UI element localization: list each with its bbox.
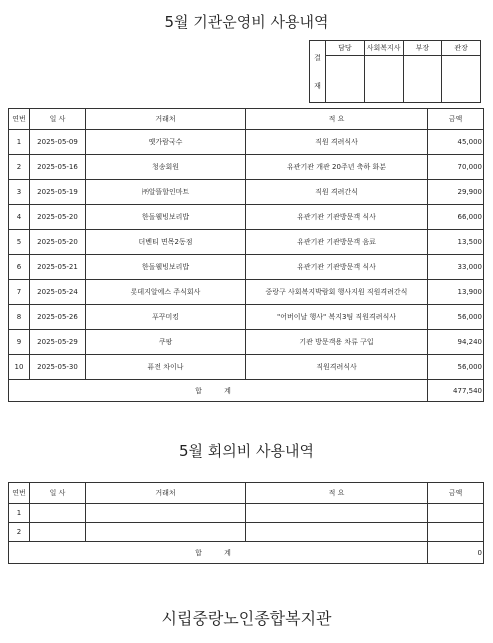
cell-vendor: 퓨전 차이나 — [86, 355, 246, 380]
cell-amount: 45,000 — [428, 130, 484, 155]
cell-date: 2025-05-09 — [30, 130, 86, 155]
table-row — [9, 523, 484, 542]
cell-vendor: 옛가람국수 — [86, 130, 246, 155]
approval-side-label-1: 결 — [314, 53, 321, 62]
approval-col-director: 관장 — [442, 41, 481, 56]
approval-sign-box[interactable] — [403, 56, 442, 103]
cell-date: 2025-05-29 — [30, 330, 86, 355]
cell-amount: 56,000 — [428, 355, 484, 380]
cell-amount: 29,900 — [428, 180, 484, 205]
col-header-no: 연번 — [9, 109, 30, 130]
approval-sign-box[interactable] — [364, 56, 403, 103]
cell-description — [246, 504, 428, 523]
col-header-description: 적 요 — [246, 109, 428, 130]
cell-amount: 13,900 — [428, 280, 484, 305]
approval-col-staff: 담당 — [326, 41, 365, 56]
page-title-operating-expenses: 5월 기관운영비 사용내역 — [164, 13, 329, 31]
operating-expenses-body — [9, 130, 484, 380]
cell-vendor: 쿠팡 — [86, 330, 246, 355]
cell-description: 유관기관 기관방문객 식사 — [246, 205, 428, 230]
table-row — [9, 255, 484, 280]
approval-side-label — [310, 41, 326, 103]
cell-description: 유관기관 개관 20주년 축하 화분 — [246, 155, 428, 180]
cell-description: 기관 방문객용 차류 구입 — [246, 330, 428, 355]
table-row — [9, 130, 484, 155]
table-row — [9, 504, 484, 523]
cell-date: 2025-05-20 — [30, 230, 86, 255]
cell-no: 1 — [9, 130, 30, 155]
table-row — [9, 280, 484, 305]
table-header-row — [9, 483, 484, 504]
total-label: 합 계 — [9, 380, 428, 402]
cell-no: 1 — [9, 504, 30, 523]
cell-amount: 70,000 — [428, 155, 484, 180]
cell-no: 6 — [9, 255, 30, 280]
approval-side-label-2: 재 — [314, 81, 321, 90]
cell-amount: 94,240 — [428, 330, 484, 355]
cell-amount — [428, 523, 484, 542]
meeting-expenses-table — [8, 482, 484, 564]
cell-no: 9 — [9, 330, 30, 355]
table-row — [9, 230, 484, 255]
cell-date: 2025-05-21 — [30, 255, 86, 280]
cell-date — [30, 504, 86, 523]
table-row — [9, 155, 484, 180]
cell-description: 유관기관 기관방문객 식사 — [246, 255, 428, 280]
total-row — [9, 380, 484, 402]
col-header-amount: 금액 — [428, 109, 484, 130]
approval-col-manager: 부장 — [403, 41, 442, 56]
cell-date: 2025-05-26 — [30, 305, 86, 330]
cell-no: 4 — [9, 205, 30, 230]
col-header-date: 일 사 — [30, 109, 86, 130]
cell-description: 직원 격려간식 — [246, 180, 428, 205]
col-header-no: 연번 — [9, 483, 30, 504]
col-header-amount: 금액 — [428, 483, 484, 504]
cell-vendor: 더벤티 면목2동점 — [86, 230, 246, 255]
table-row — [9, 305, 484, 330]
meeting-expenses-body — [9, 504, 484, 542]
table-row — [9, 330, 484, 355]
cell-no: 10 — [9, 355, 30, 380]
page-title-meeting-expenses: 5월 회의비 사용내역 — [178, 442, 314, 460]
cell-date: 2025-05-19 — [30, 180, 86, 205]
cell-amount: 33,000 — [428, 255, 484, 280]
cell-description: 중랑구 사회복지박람회 행사지원 직원격려간식 — [246, 280, 428, 305]
cell-vendor: 청송회원 — [86, 155, 246, 180]
cell-vendor: 한돌웰빙보리밥 — [86, 255, 246, 280]
cell-no: 3 — [9, 180, 30, 205]
cell-no: 2 — [9, 155, 30, 180]
cell-description: 직원 격려식사 — [246, 130, 428, 155]
total-row — [9, 542, 484, 564]
cell-vendor — [86, 523, 246, 542]
table-header-row — [9, 109, 484, 130]
cell-amount — [428, 504, 484, 523]
operating-expenses-table — [8, 108, 484, 402]
total-value: 477,540 — [428, 380, 484, 402]
cell-date: 2025-05-16 — [30, 155, 86, 180]
col-header-vendor: 거래처 — [86, 483, 246, 504]
cell-date: 2025-05-20 — [30, 205, 86, 230]
table-row — [9, 355, 484, 380]
cell-date — [30, 523, 86, 542]
cell-description: 직원격려식사 — [246, 355, 428, 380]
organization-name: 시립중랑노인종합복지관 — [161, 609, 332, 628]
cell-vendor: 푸꾸미킹 — [86, 305, 246, 330]
cell-description: 유관기관 기관방문객 음료 — [246, 230, 428, 255]
col-header-vendor: 거래처 — [86, 109, 246, 130]
cell-amount: 66,000 — [428, 205, 484, 230]
approval-sign-box[interactable] — [442, 56, 481, 103]
cell-vendor: 한돌웰빙보리밥 — [86, 205, 246, 230]
cell-no: 7 — [9, 280, 30, 305]
approval-sign-box[interactable] — [326, 56, 365, 103]
col-header-description: 적 요 — [246, 483, 428, 504]
cell-no: 8 — [9, 305, 30, 330]
cell-date: 2025-05-30 — [30, 355, 86, 380]
cell-amount: 56,000 — [428, 305, 484, 330]
cell-vendor: 롯데지알에스 주식회사 — [86, 280, 246, 305]
total-value: 0 — [428, 542, 484, 564]
cell-vendor: ㈜알뜰할인마트 — [86, 180, 246, 205]
col-header-date: 일 사 — [30, 483, 86, 504]
table-row — [9, 205, 484, 230]
total-label: 합 계 — [9, 542, 428, 564]
table-row — [9, 180, 484, 205]
cell-date: 2025-05-24 — [30, 280, 86, 305]
cell-no: 2 — [9, 523, 30, 542]
cell-description — [246, 523, 428, 542]
approval-table — [309, 40, 481, 103]
cell-description: "어버이날 행사" 복지3팀 직원격려식사 — [246, 305, 428, 330]
cell-amount: 13,500 — [428, 230, 484, 255]
cell-no: 5 — [9, 230, 30, 255]
cell-vendor — [86, 504, 246, 523]
approval-col-social-worker: 사회복지사 — [364, 41, 403, 56]
